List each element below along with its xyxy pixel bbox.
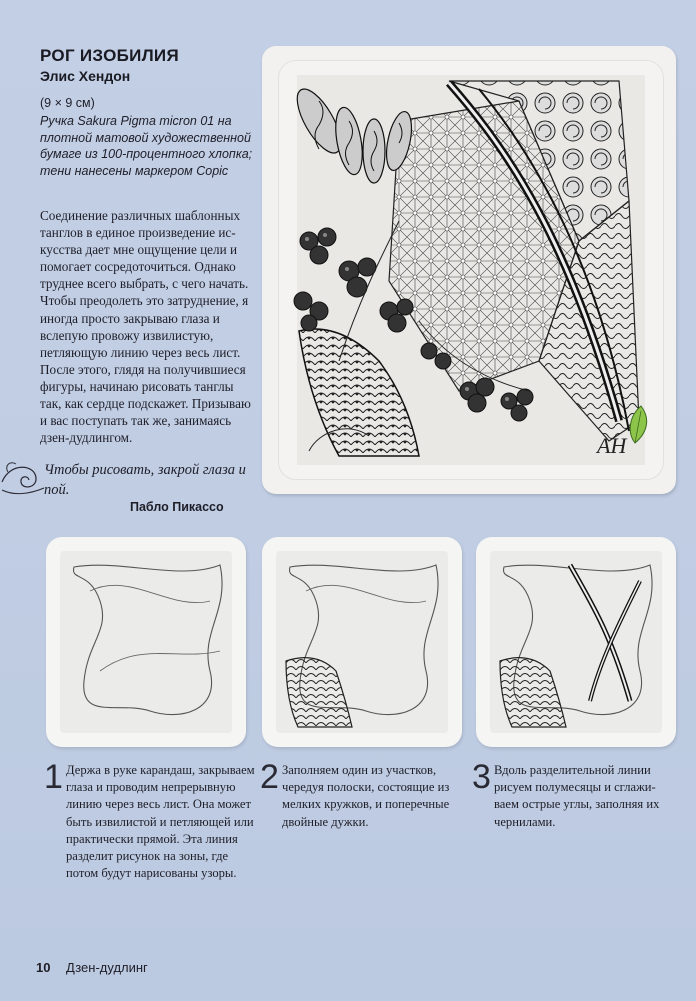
page-number: 10 (36, 960, 51, 975)
step-2-number: 2 (260, 758, 279, 796)
step-1-number: 1 (44, 758, 63, 796)
step-2-image (262, 537, 462, 747)
step-3-image (476, 537, 676, 747)
step-2-drawing (276, 551, 448, 733)
artwork-size: (9 × 9 см) (40, 96, 95, 110)
step-3-text: Вдоль разделительной линии рисуем полумесяцы и сглаживаем острые углы, заполняя их чернилами. (494, 763, 660, 829)
step-1-image (46, 537, 246, 747)
step-3-number: 3 (472, 758, 491, 796)
quote-author: Пабло Пикассо (130, 500, 224, 514)
step-1-drawing (60, 551, 232, 733)
artwork-tile (278, 60, 664, 480)
step-2-text: Заполняем один из участков, чередуя полоски, состоящие из мелких кружков, и поперечные двойные дужки. (282, 763, 450, 829)
artist-name: Элис Хендон (40, 68, 131, 84)
book-title: Дзен-дудлинг (66, 960, 148, 975)
artist-signature: АН (597, 433, 627, 458)
quote-text: Чтобы рисовать, закрой глаза и пой. (44, 462, 246, 498)
article-title: РОГ ИЗОБИЛИЯ (40, 46, 179, 65)
step-1-text: Держа в руке карандаш, закрываем глаза и проводим непрерывную линию через весь лист. Она может быть извилистой и петляющей или практически прямой. Эта линия разделит рисунок на зоны, где потом будут нарисованы узоры. (66, 763, 255, 881)
step-3-drawing (490, 551, 662, 733)
zentangle-artwork (279, 61, 663, 479)
decorative-swirl-icon (0, 452, 50, 502)
materials-description: Ручка Sakura Pigma micron 01 на плотной матовой художественной бумаге из 100-процентного хлопка; тени нанесены маркером Copic (40, 114, 253, 178)
article-body: Соединение различных шаблонных танглов в единое произведение искусства дает мне ощущение цели и помогает сосредоточиться. Однако труднее всего выбрать, с чего начать. Чтобы преодолеть это затруднение, я иногда просто закрываю глаза и вслепую провожу извилистую, петляющую линию через весь лист. После этого, глядя на получившиеся фигуры, начинаю рисовать танглы так, как сердце подскажет. Призываю и вас поступать так же, занимаясь дзен-дудлингом. (40, 208, 251, 446)
